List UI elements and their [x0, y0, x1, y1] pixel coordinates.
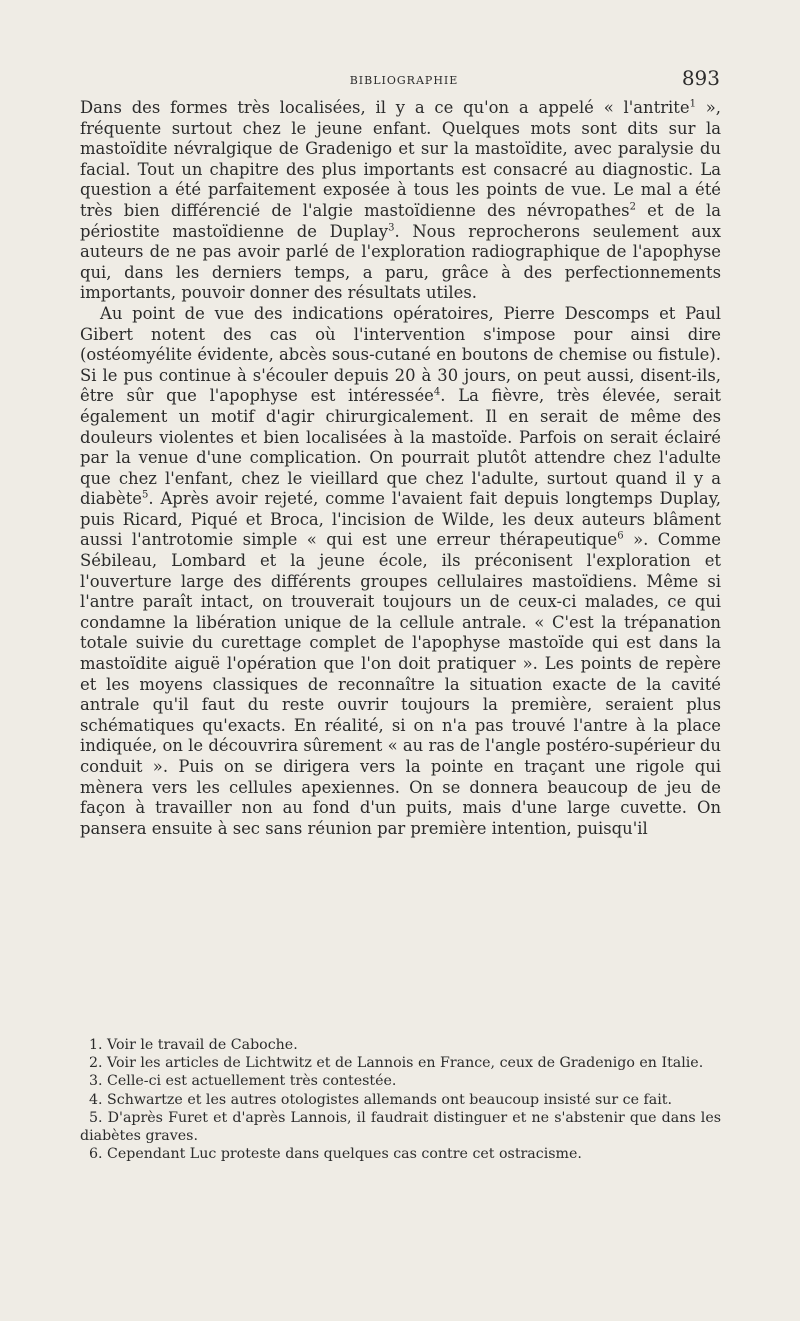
- paragraph-1-text-c: et de la périostite mastoïdienne de Duplay: [80, 200, 722, 241]
- paragraph-1: [80, 98, 721, 304]
- footnote-ref-6: 6: [617, 531, 624, 542]
- footnote-3: 3. Celle-ci est actuellement très contestée.: [89, 1073, 397, 1090]
- footnotes: [80, 1036, 721, 1163]
- footnote-6: 6. Cependant Luc proteste dans quelques cas contre cet ostracisme.: [89, 1146, 582, 1163]
- paragraph-2-text-a: Au point de vue des indications opératoires, Pierre Descomps et Paul Gibert notent des cas où l'intervention s'impose pour ainsi dire (ostéomyélite évidente, abcès sous-cutané en boutons de chemise ou fistule). Si le pus continue à s'écouler depuis 20 à 30 jours, on peut aussi, disent-ils, être sûr que l'apophyse est intéressée: [80, 303, 721, 406]
- footnote-4: 4. Schwartze et les autres otologistes allemands ont beaucoup insisté sur ce fait.: [89, 1091, 672, 1108]
- footnote-ref-4: 4: [433, 386, 441, 398]
- paragraph-1-text-b: », fréquente surtout chez le jeune enfant. Quelques mots sont dits sur la mastoïdite névralgique de Gradenigo et sur la mastoïdite, avec paralysie du facial. Tout un chapitre des plus importants est consacré au diagnostic. La question a été parfaitement exposée à tous les points de vue. Le mal a été très bien différencié de l'algie mastoïdienne des névropathes: [80, 98, 721, 220]
- footnote-ref-3: 3: [388, 222, 395, 234]
- paragraph-2-text-d: ». Comme Sébileau, Lombard et la jeune école, ils préconisent l'exploration et l'ouverture large des différents groupes cellulaires mastoïdiens. Même si l'antre paraît intact, on trouverait toujours un de ceux-ci malades, ce qui condamne la libération unique de la cellule antrale. « C'est la trépanation totale suivie du curettage complet de l'apophyse mastoïde qui est dans la mastoïdite aiguë l'opération que l'on doit pratiquer ». Les points de repère et les moyens classiques de reconnaître la situation exacte de la cavité antrale qu'il faut du reste ouvrir toujours la première, seraient plus schématiques qu'exacts. En réalité, si on n'a pas trouvé l'antre à la place indiquée, on le découvrira sûrement « au ras de l'angle postéro-supérieur du conduit ». Puis on se dirigera vers la pointe en traçant une rigole qui mènera vers les cellules apexiennes. On se donnera beaucoup de jeu de façon à travailler non au fond d'un puits, mais d'une large cuvette. On pansera ensuite à sec sans réunion par première intention, puisqu'il: [80, 530, 721, 838]
- footnote-1: 1. Voir le travail de Caboche.: [89, 1037, 298, 1053]
- footnote-5: 5. D'après Furet et d'après Lannois, il faudrait distinguer et ne s'abstenir que dans les diabètes graves.: [80, 1109, 721, 1145]
- paragraph-1-text-d: . Nous reprocherons seulement aux auteurs de ne pas avoir parlé de l'exploration radiographique de l'apophyse qui, dans les derniers temps, a paru, grâce à des perfectionnements importants, pouvoir donner des résultats utiles.: [80, 221, 721, 303]
- paragraph-2-text-b: . La fièvre, très élevée, serait également un motif d'agir chirurgicalement. Il en serait de même des douleurs violentes et bien localisées à la mastoïde. Parfois on serait éclairé par la venue d'une complication. On pourrait plutôt attendre chez l'adulte que chez l'enfant, chez le vieillard que chez l'adulte, surtout quand il y a diabète: [80, 386, 721, 509]
- footnote-2: 2. Voir les articles de Lichtwitz et de Lannois en France, ceux de Gradenigo en Italie.: [89, 1055, 704, 1072]
- running-title: BIBLIOGRAPHIE: [349, 74, 459, 87]
- footnote-ref-2: 2: [629, 201, 636, 213]
- running-head: [88, 66, 720, 88]
- footnote-ref-5: 5: [142, 489, 149, 501]
- paragraph-2-text-c: . Après avoir rejeté, comme l'avaient fait depuis longtemps Duplay, puis Ricard, Piqué et Broca, l'incision de Wilde, les deux auteurs blâment aussi l'antrotomie simple « qui est une erreur thérapeutique: [80, 489, 721, 550]
- body-text: [80, 98, 721, 839]
- footnote-ref-1: 1: [689, 98, 696, 110]
- page-number: 893: [681, 66, 720, 90]
- paragraph-1-text-a: Dans des formes très localisées, il y a ce qu'on a appelé « l'antrite: [80, 98, 690, 117]
- paragraph-2: [80, 304, 721, 839]
